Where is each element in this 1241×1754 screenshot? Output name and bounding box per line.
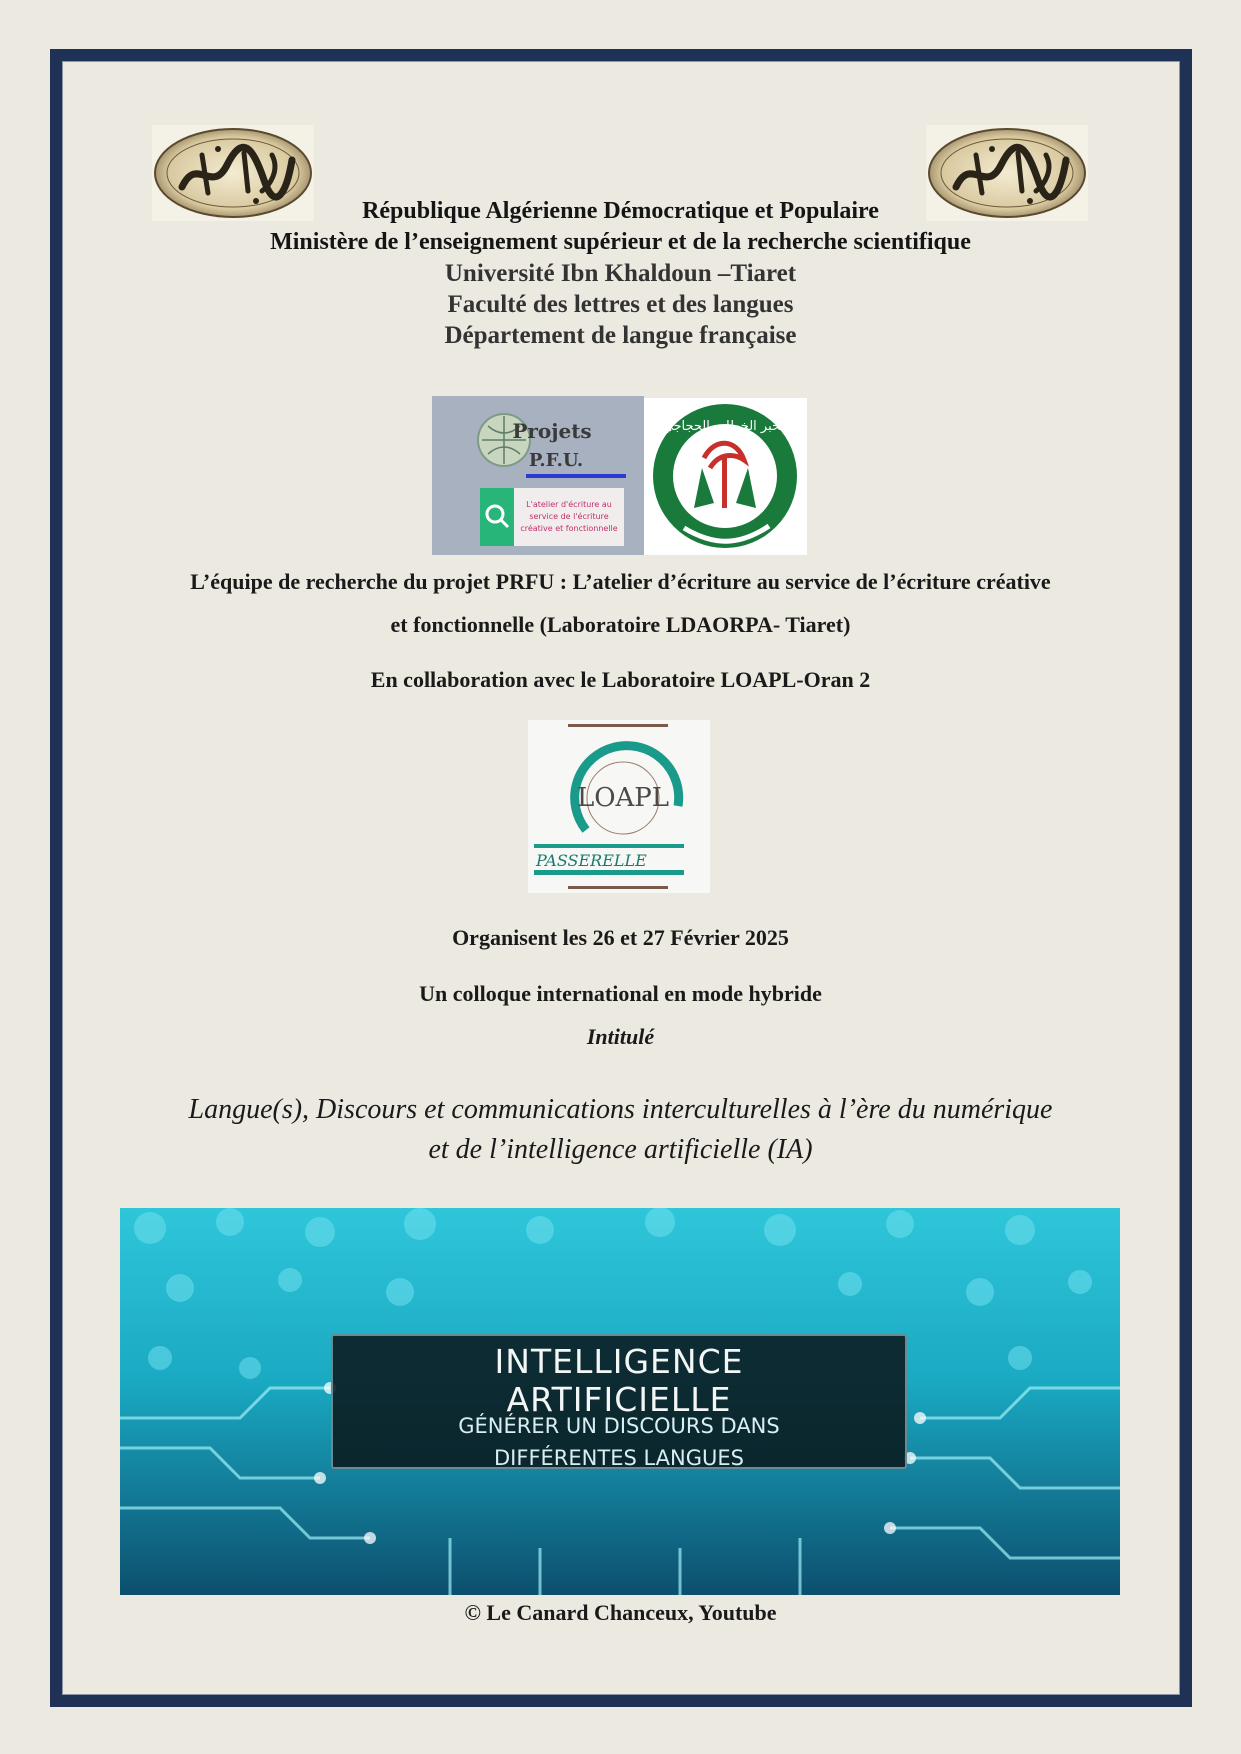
event-intitule: Intitulé xyxy=(586,1024,655,1049)
header-republic: République Algérienne Démocratique et Populaire xyxy=(362,198,879,224)
header-university: Université Ibn Khaldoun –Tiaret xyxy=(444,260,797,287)
banner-line-2: ARTIFICIELLE xyxy=(506,1380,732,1419)
header-department: Département de langue française xyxy=(444,322,797,349)
header-faculty: Faculté des lettres et des langues xyxy=(447,291,794,318)
projects-prfu-logo xyxy=(432,396,644,555)
svg-text:service de l'écriture: service de l'écriture xyxy=(529,512,609,521)
svg-text:L'atelier d'écriture au: L'atelier d'écriture au xyxy=(526,500,612,509)
lab-argumentation-logo xyxy=(644,398,807,555)
loapl-logo-text: LOAPL xyxy=(576,783,670,813)
loapl-passerelle-logo xyxy=(528,720,710,893)
ai-banner-caption-box xyxy=(331,1334,907,1469)
loapl-logo-caption: PASSERELLE xyxy=(536,851,647,870)
banner-line-4: DIFFÉRENTES LANGUES xyxy=(494,1446,744,1470)
header-ministry: Ministère de l’enseignement supérieur et de la recherche scientifique xyxy=(270,229,971,255)
event-type: Un colloque international en mode hybride xyxy=(419,981,822,1006)
projects-logo-subtitle: P.F.U. xyxy=(528,450,584,471)
event-dates: Organisent les 26 et 27 Février 2025 xyxy=(452,925,789,950)
banner-line-3: GÉNÉRER UN DISCOURS DANS xyxy=(458,1414,780,1438)
projects-logo-title: Projets xyxy=(512,419,592,443)
image-credit: © Le Canard Chanceux, Youtube xyxy=(464,1600,777,1625)
collaboration-line: En collaboration avec le Laboratoire LOAPL-Oran 2 xyxy=(370,667,871,692)
team-line-2: et fonctionnelle (Laboratoire LDAORPA- Tiaret) xyxy=(390,612,851,637)
event-title-line-1: Langue(s), Discours et communications interculturelles à l’ère du numérique xyxy=(188,1094,1053,1125)
lab-logo-text: مخبر الخطاب الحجاجي xyxy=(662,419,788,434)
team-line-1: L’équipe de recherche du projet PRFU : L’atelier d’écriture au service de l’écriture créative xyxy=(190,569,1051,594)
event-title-line-2: et de l’intelligence artificielle (IA) xyxy=(428,1134,813,1165)
svg-text:créative et fonctionnelle: créative et fonctionnelle xyxy=(520,524,618,533)
banner-line-1: INTELLIGENCE xyxy=(494,1342,744,1381)
